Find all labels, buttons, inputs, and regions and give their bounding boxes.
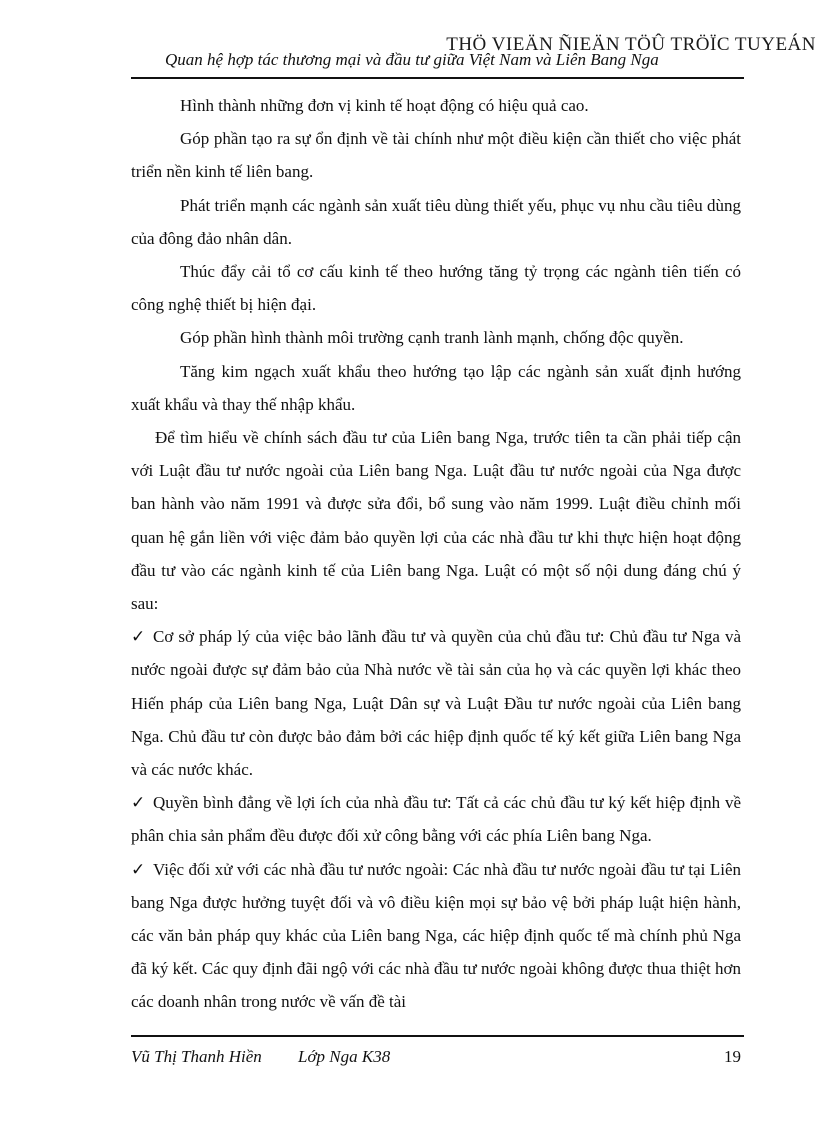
paragraph: Tăng kim ngạch xuất khẩu theo hướng tạo lập các ngành sản xuất định hướng xuất khẩu và thay thế nhập khẩu. — [131, 361, 741, 414]
check-list-item — [131, 786, 741, 852]
paragraph: Thúc đẩy cải tổ cơ cấu kinh tế theo hướng tăng tỷ trọng các ngành tiên tiến có công nghệ thiết bị hiện đại. — [131, 262, 741, 315]
paragraph: Góp phần hình thành môi trường cạnh tranh lành mạnh, chống độc quyền. — [180, 328, 684, 348]
page-number: 19 — [724, 1047, 741, 1066]
check-list-item — [131, 853, 741, 1019]
paragraph: Để tìm hiểu về chính sách đầu tư của Liên bang Nga, trước tiên ta cần phải tiếp cận với Luật đầu tư nước ngoài của Liên bang Nga. Luật đầu tư nước ngoài của Nga được ban hành vào năm 1991 và được sửa đổi, bổ sung vào năm 1999. Luật điều chỉnh mối quan hệ gắn liền với việc đảm bảo quyền lợi của các nhà đầu tư khi thực hiện hoạt động đầu tư vào các ngành kinh tế của Liên bang Nga. Luật có một số nội dung đáng chú ý sau: — [131, 428, 741, 614]
check-item-text: Cơ sở pháp lý của việc bảo lãnh đầu tư và quyền của chủ đầu tư: Chủ đầu tư Nga và nước ngoài được sự đảm bảo của Nhà nước về tài sản của họ và các quyền lợi khác theo Hiến pháp của Liên bang Nga, Luật Dân sự và Luật Đầu tư nước ngoài của Liên bang Nga. Chủ đầu tư còn được bảo đảm bởi các hiệp định quốc tế ký kết giữa Liên bang Nga và các nước khác. — [131, 627, 741, 780]
check-list-item — [131, 620, 741, 786]
footer-divider — [131, 1035, 744, 1037]
check-mark-icon: ✓ — [131, 793, 146, 813]
check-mark-icon: ✓ — [131, 627, 146, 647]
running-header-title: Quan hệ hợp tác thương mại và đầu tư giữa Việt Nam và Liên Bang Nga — [165, 50, 659, 69]
paragraph: Phát triển mạnh các ngành sản xuất tiêu dùng thiết yếu, phục vụ nhu cầu tiêu dùng của đông đảo nhân dân. — [131, 195, 741, 248]
check-item-text: Việc đối xử với các nhà đầu tư nước ngoài: Các nhà đầu tư nước ngoài đầu tư tại Liên bang Nga được hưởng tuyệt đối và vô điều kiện mọi sự bảo vệ bởi pháp luật hiện hành, các văn bản pháp quy khác của Liên bang Nga, các hiệp định quốc tế mà chính phủ Nga đã ký kết. Các quy định đãi ngộ với các nhà đầu tư nước ngoài không được thua thiệt hơn các doanh nhân trong nước về vấn đề tài — [131, 859, 741, 1012]
header-divider — [131, 77, 744, 79]
check-item-text: Quyền bình đẳng về lợi ích của nhà đầu tư: Tất cả các chủ đầu tư ký kết hiệp định về phân chia sản phẩm đều được đối xử công bằng với các phía Liên bang Nga. — [131, 793, 741, 846]
footer-class: Lớp Nga K38 — [298, 1047, 391, 1066]
check-mark-icon: ✓ — [131, 859, 146, 879]
page-body — [131, 89, 741, 1019]
paragraph: Hình thành những đơn vị kinh tế hoạt động có hiệu quả cao. — [180, 96, 589, 115]
footer-author: Vũ Thị Thanh Hiền — [131, 1047, 262, 1066]
paragraph: Góp phần tạo ra sự ổn định về tài chính như một điều kiện cần thiết cho việc phát triển nền kinh tế liên bang. — [131, 129, 741, 182]
watermark-text: THÖ VIEÄN ÑIEÄN TÖÛ TRÖÏC TUYEÁN — [446, 34, 816, 55]
